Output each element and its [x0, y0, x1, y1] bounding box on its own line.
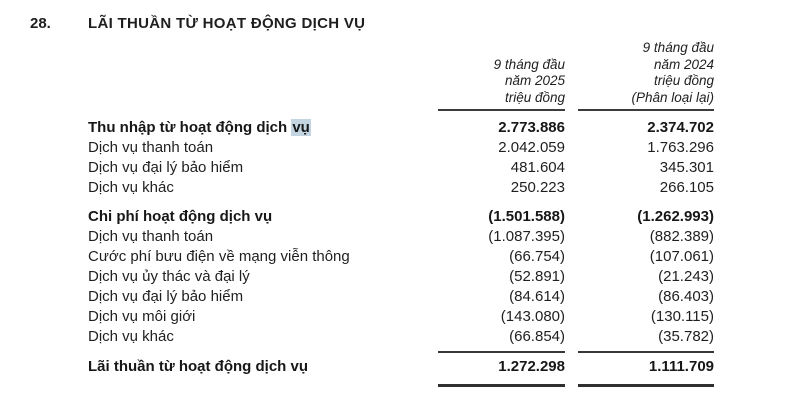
column-gap	[565, 353, 578, 354]
table-header-row	[88, 40, 714, 111]
page-title: LÃI THUẦN TỪ HOẠT ĐỘNG DỊCH VỤ	[88, 15, 366, 32]
row-label: Dịch vụ thanh toán	[88, 139, 214, 156]
row-value-2024: (130.115)	[650, 308, 714, 325]
row-value-2024: (35.782)	[658, 328, 714, 345]
row-value-2025: (84.614)	[509, 288, 565, 305]
table-row	[88, 138, 714, 158]
row-value-2025: (143.080)	[500, 308, 565, 325]
column-gap	[565, 387, 578, 388]
column-gap	[565, 379, 578, 380]
row-label: Thu nhập từ hoạt động dịch vụ	[88, 119, 310, 136]
row-value-2024: 2.374.702	[647, 119, 714, 136]
row-value-2025: 250.223	[510, 179, 565, 196]
row-value-2024: 266.105	[659, 179, 714, 196]
total-label: Lãi thuần từ hoạt động dịch vụ	[88, 358, 309, 375]
column-gap	[565, 246, 578, 247]
column-header-line: triệu đồng	[504, 89, 565, 105]
row-label: Dịch vụ khác	[88, 328, 174, 345]
table-row	[88, 247, 714, 267]
column-gap	[565, 197, 578, 198]
table-row	[88, 307, 714, 327]
column-gap	[565, 110, 578, 111]
row-value-2025: (52.891)	[509, 268, 565, 285]
row-value-2024: (1.262.993)	[637, 208, 714, 225]
row-label: Dịch vụ thanh toán	[88, 228, 214, 245]
column-gap	[565, 157, 578, 158]
note-heading	[30, 15, 788, 32]
row-value-2025: 481.604	[510, 159, 565, 176]
table-row	[88, 327, 714, 347]
row-value-2024: (107.061)	[649, 248, 714, 265]
selection-highlight: vụ	[292, 119, 310, 136]
row-label: Dịch vụ đại lý bảo hiểm	[88, 159, 244, 176]
table-body	[88, 118, 714, 347]
row-value-2024: 1.763.296	[647, 139, 714, 156]
column-header-line: 9 tháng đầu	[642, 40, 714, 55]
row-value-2025: (66.754)	[509, 248, 565, 265]
column-gap	[565, 326, 578, 327]
table-row	[88, 207, 714, 227]
row-value-2024: (882.389)	[649, 228, 714, 245]
column-header-line: năm 2024	[653, 56, 714, 72]
row-label: Dịch vụ đại lý bảo hiểm	[88, 288, 244, 305]
column-header-line: 9 tháng đầu	[493, 56, 565, 72]
table-row	[88, 178, 714, 198]
total-rule-row	[88, 384, 714, 388]
row-value-2025: (66.854)	[509, 328, 565, 345]
column-gap	[565, 137, 578, 138]
total-rule-2025	[438, 384, 565, 388]
row-value-2024: (86.403)	[658, 288, 714, 305]
column-gap	[565, 306, 578, 307]
row-label: Chi phí hoạt động dịch vụ	[88, 208, 273, 225]
row-label: Dịch vụ khác	[88, 179, 174, 196]
row-value-2025: (1.501.588)	[488, 208, 565, 225]
total-value-2024: 1.111.709	[648, 358, 714, 375]
service-income-table	[88, 40, 714, 388]
total-value-2025: 1.272.298	[498, 358, 565, 375]
table-row	[88, 267, 714, 287]
column-header-line: năm 2025	[504, 73, 565, 88]
column-gap	[565, 177, 578, 178]
table-row	[88, 227, 714, 247]
rule-empty-cell	[88, 387, 438, 388]
column-header-line: triệu đồng	[653, 73, 714, 88]
table-row	[88, 118, 714, 138]
row-value-2025: 2.773.886	[498, 119, 565, 136]
column-gap	[565, 226, 578, 227]
table-row	[88, 287, 714, 307]
table-row	[88, 158, 714, 178]
row-value-2025: 2.042.059	[498, 139, 565, 156]
row-label: Cước phí bưu điện về mạng viễn thông	[88, 248, 350, 265]
total-rule-2024	[578, 384, 714, 388]
column-header-2025	[438, 57, 565, 112]
total-row	[88, 354, 714, 380]
row-value-2024: (21.243)	[658, 268, 714, 285]
section-number: 28.	[30, 15, 51, 32]
header-empty-cell	[88, 110, 438, 111]
column-header-line: (Phân loại lại)	[631, 89, 714, 105]
column-gap	[565, 266, 578, 267]
row-label: Dịch vụ ủy thác và đại lý	[88, 268, 250, 285]
row-value-2024: 345.301	[659, 159, 714, 176]
column-gap	[565, 286, 578, 287]
row-value-2025: (1.087.395)	[488, 228, 565, 245]
row-label: Dịch vụ môi giới	[88, 308, 196, 325]
column-gap	[565, 346, 578, 347]
column-header-2024	[578, 40, 714, 111]
